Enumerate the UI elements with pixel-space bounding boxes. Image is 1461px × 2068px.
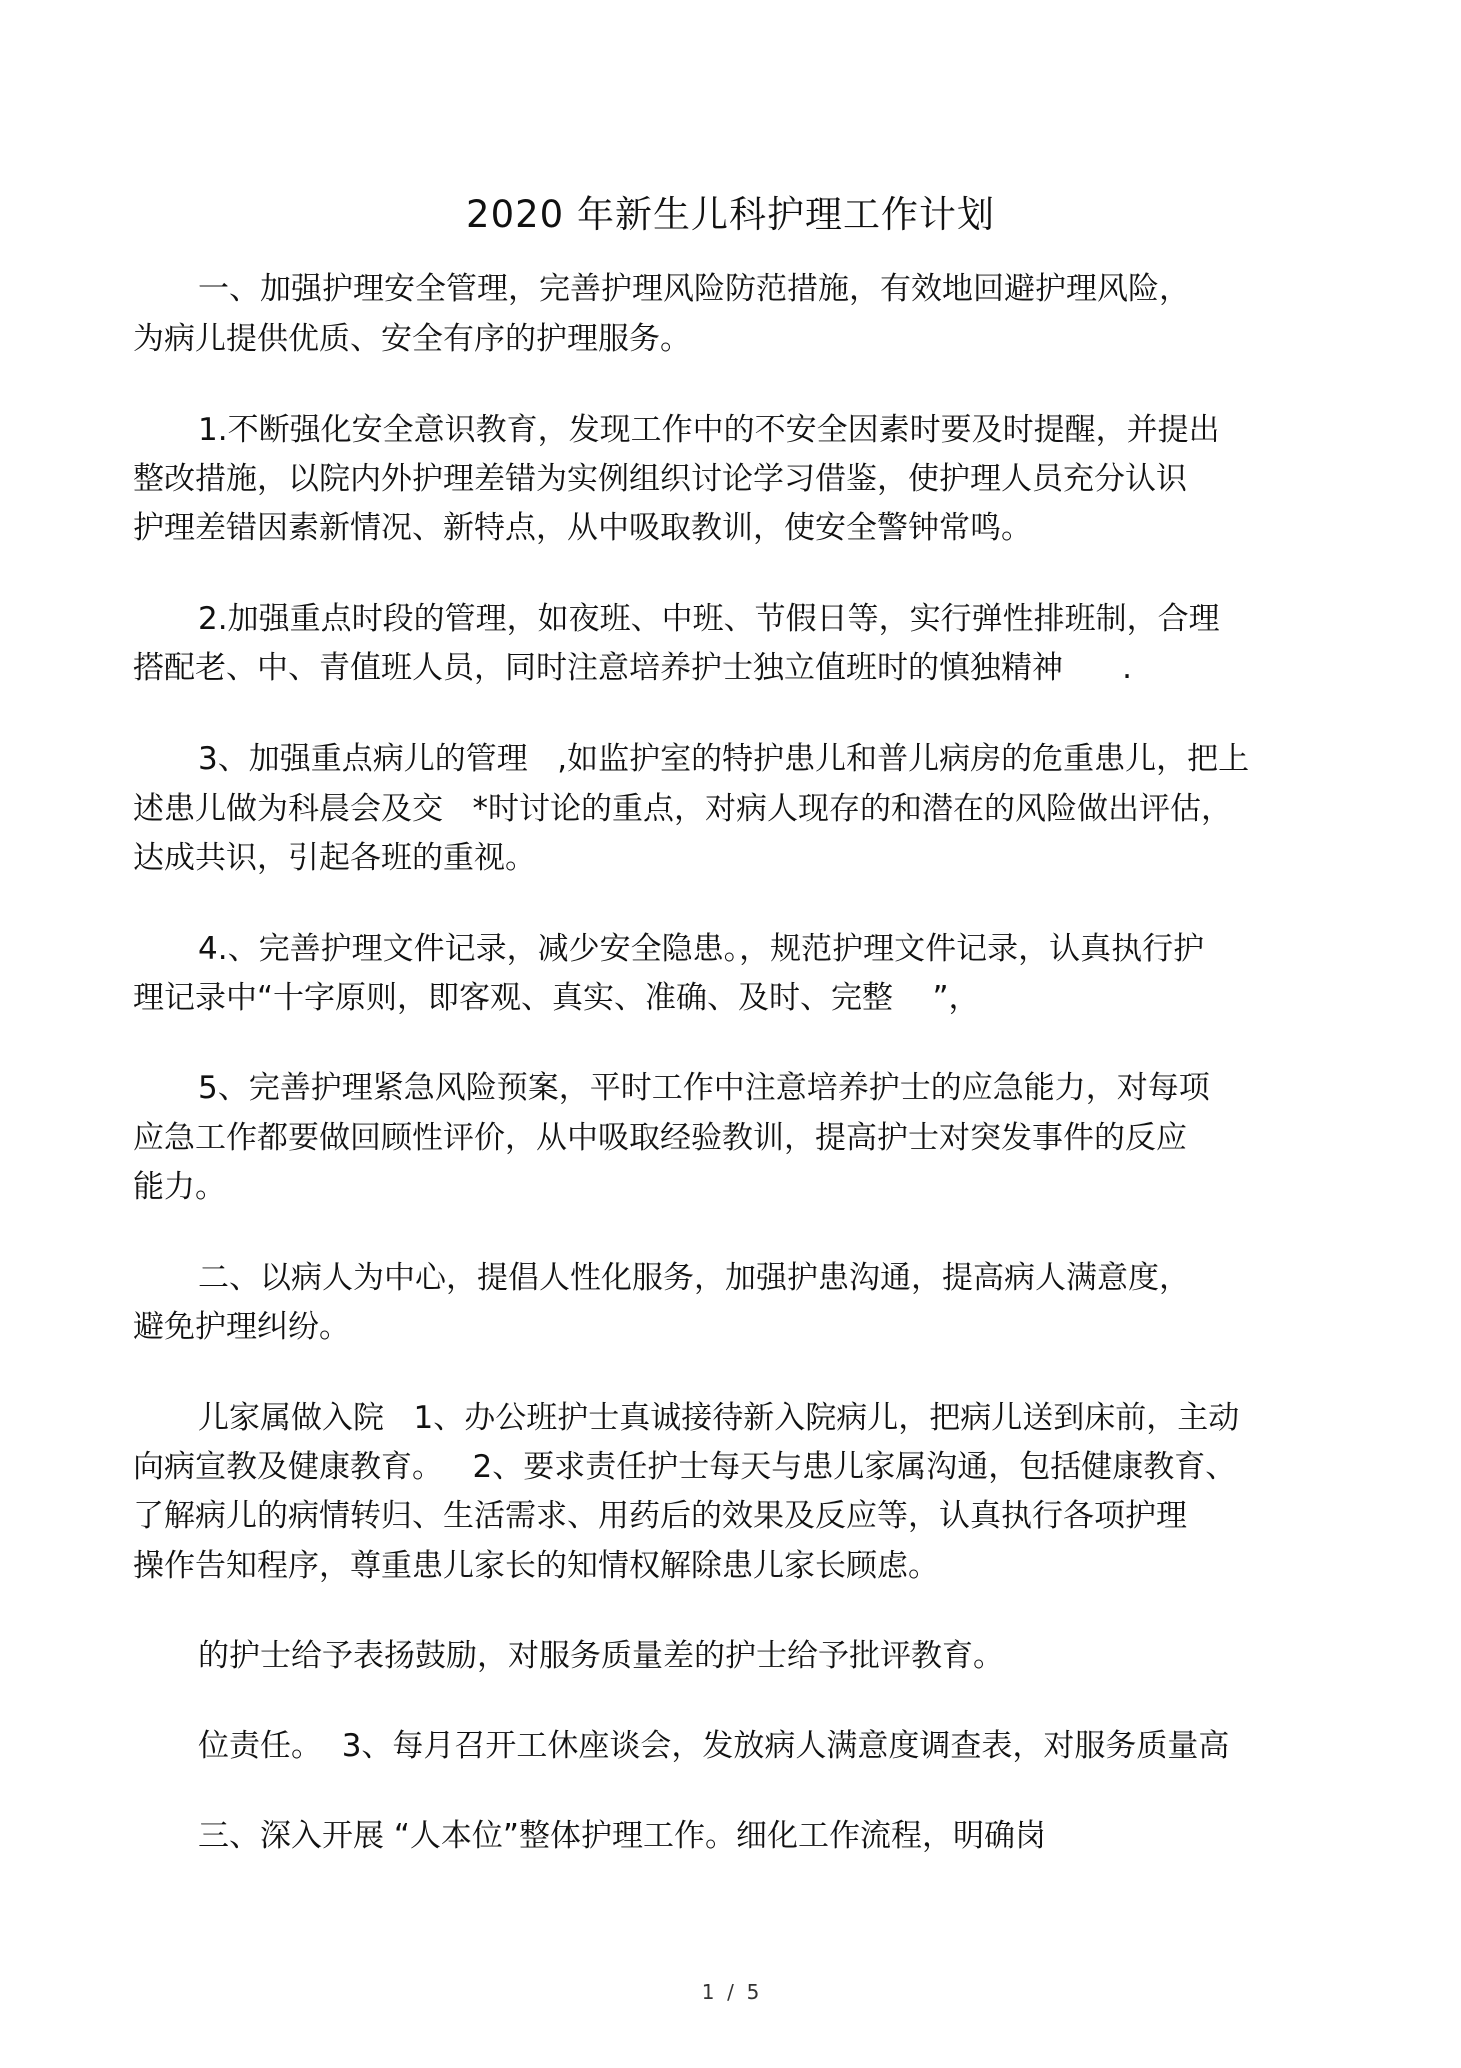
item-3-line-3: 达成共识，引起各班的重视。 [133, 840, 536, 876]
item-4-line-2: 理记录中“十字原则，即客观、真实、准确、及时、完整 ”， [133, 980, 980, 1016]
section-2-praise-line: 的护士给予表扬鼓励，对服务质量差的护士给予批评教育。 [198, 1638, 1004, 1674]
item-4-line-1: 4.、完善护理文件记录，减少安全隐患。，规范护理文件记录，认真执行护 [198, 931, 1205, 967]
section-2-body-line-3: 了解病儿的病情转归、生活需求、用药后的效果及反应等，认真执行各项护理 [133, 1498, 1187, 1534]
section-2-body-line-2: 向病宣教及健康教育。 2、要求责任护士每天与患儿家属沟通，包括健康教育、 [133, 1449, 1237, 1485]
page-number: 1 / 5 [701, 1980, 760, 2004]
section-3-heading-line: 三、深入开展 “人本位”整体护理工作。细化工作流程，明确岗 [198, 1818, 1046, 1854]
section-2-meeting-line: 位责任。 3、每月召开工休座谈会，发放病人满意度调查表，对服务质量高 [198, 1728, 1230, 1764]
section-2-body-line-1: 儿家属做入院 1、办公班护士真诚接待新入院病儿，把病儿送到床前，主动 [198, 1400, 1240, 1436]
section-2-heading-line-1: 二、以病人为中心，提倡人性化服务，加强护患沟通，提高病人满意度， [198, 1260, 1190, 1296]
item-2-line-1: 2.加强重点时段的管理，如夜班、中班、节假日等，实行弹性排班制，合理 [198, 601, 1220, 637]
item-1-line-1: 1.不断强化安全意识教育，发现工作中的不安全因素时要及时提醒，并提出 [198, 412, 1220, 448]
item-1-line-2: 整改措施，以院内外护理差错为实例组织讨论学习借鉴，使护理人员充分认识 [133, 461, 1187, 497]
page-title: 2020 年新生儿科护理工作计划 [466, 193, 995, 236]
item-5-line-1: 5、完善护理紧急风险预案，平时工作中注意培养护士的应急能力，对每项 [198, 1070, 1210, 1106]
section-2-heading-line-2: 避免护理纠纷。 [133, 1309, 350, 1345]
item-3-line-1: 3、加强重点病儿的管理 ,如监护室的特护患儿和普儿病房的危重患儿，把上 [198, 741, 1250, 777]
section-1-heading-line-1: 一、加强护理安全管理，完善护理风险防范措施，有效地回避护理风险， [198, 271, 1190, 307]
item-5-line-3: 能力。 [133, 1169, 226, 1205]
section-1-heading-line-2: 为病儿提供优质、安全有序的护理服务。 [133, 321, 691, 357]
item-1-line-3: 护理差错因素新情况、新特点，从中吸取教训，使安全警钟常鸣。 [133, 510, 1032, 546]
item-3-line-2: 述患儿做为科晨会及交 *时讨论的重点，对病人现存的和潜在的风险做出评估， [133, 791, 1233, 827]
item-5-line-2: 应急工作都要做回顾性评价，从中吸取经验教训，提高护士对突发事件的反应 [133, 1120, 1187, 1156]
item-2-line-2: 搭配老、中、青值班人员，同时注意培养护士独立值班时的慎独精神 . [133, 650, 1132, 686]
section-2-body-line-4: 操作告知程序，尊重患儿家长的知情权解除患儿家长顾虑。 [133, 1548, 939, 1584]
